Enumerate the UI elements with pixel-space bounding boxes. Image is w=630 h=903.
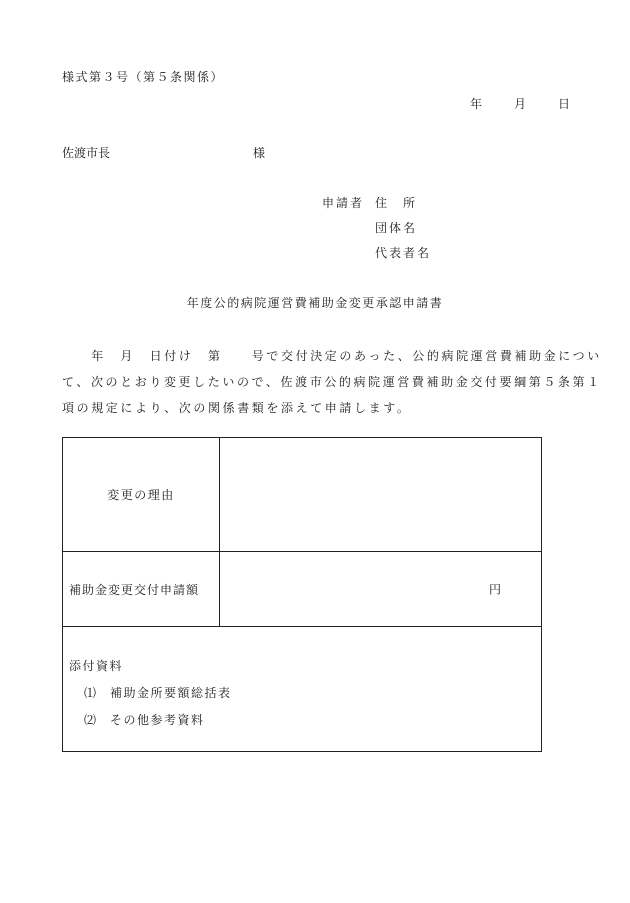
representative-label: 代表者名 <box>375 246 432 260</box>
body-text <box>62 343 602 421</box>
reason-field[interactable] <box>220 438 542 552</box>
list-item-text: その他参考資料 <box>110 712 205 727</box>
list-item-number: ⑴ <box>84 685 98 700</box>
date-line <box>470 95 570 112</box>
attachments-cell <box>63 627 542 752</box>
addressee <box>62 144 282 161</box>
application-table <box>62 437 542 752</box>
body-line: て、次のとおり変更したいので、佐渡市公的病院運営費補助金交付要綱第５条第１ <box>62 375 602 389</box>
address-label: 住 所 <box>375 196 418 210</box>
organization-label: 団体名 <box>375 221 418 235</box>
list-item-number: ⑵ <box>84 712 98 727</box>
list-item <box>69 684 541 701</box>
body-line: 項の規定により、次の関係書類を添えて申請します。 <box>62 401 412 415</box>
reason-row <box>63 438 542 552</box>
list-item <box>69 711 541 728</box>
reason-label: 変更の理由 <box>63 438 220 552</box>
amount-field[interactable] <box>220 552 542 627</box>
attachments-label: 添付資料 <box>69 658 124 673</box>
date-year: 年 <box>470 97 483 111</box>
addressee-honorific: 様 <box>253 146 266 160</box>
attachments-row <box>63 627 542 752</box>
body-line: 年 月 日付け 第 号で交付決定のあった、公的病院運営費補助金につい <box>62 349 602 363</box>
yen-unit: 円 <box>488 582 501 597</box>
form-number: 様式第３号（第５条関係） <box>62 70 225 84</box>
addressee-mayor: 佐渡市長 <box>62 146 111 160</box>
list-item-text: 補助金所要額総括表 <box>110 685 232 700</box>
document-title: 年度公的病院運営費補助金変更承認申請書 <box>186 296 444 310</box>
amount-row <box>63 552 542 627</box>
date-day: 日 <box>557 97 570 111</box>
amount-label: 補助金変更交付申請額 <box>63 552 220 627</box>
date-month: 月 <box>513 97 526 111</box>
applicant-label: 申請者 <box>322 196 365 210</box>
